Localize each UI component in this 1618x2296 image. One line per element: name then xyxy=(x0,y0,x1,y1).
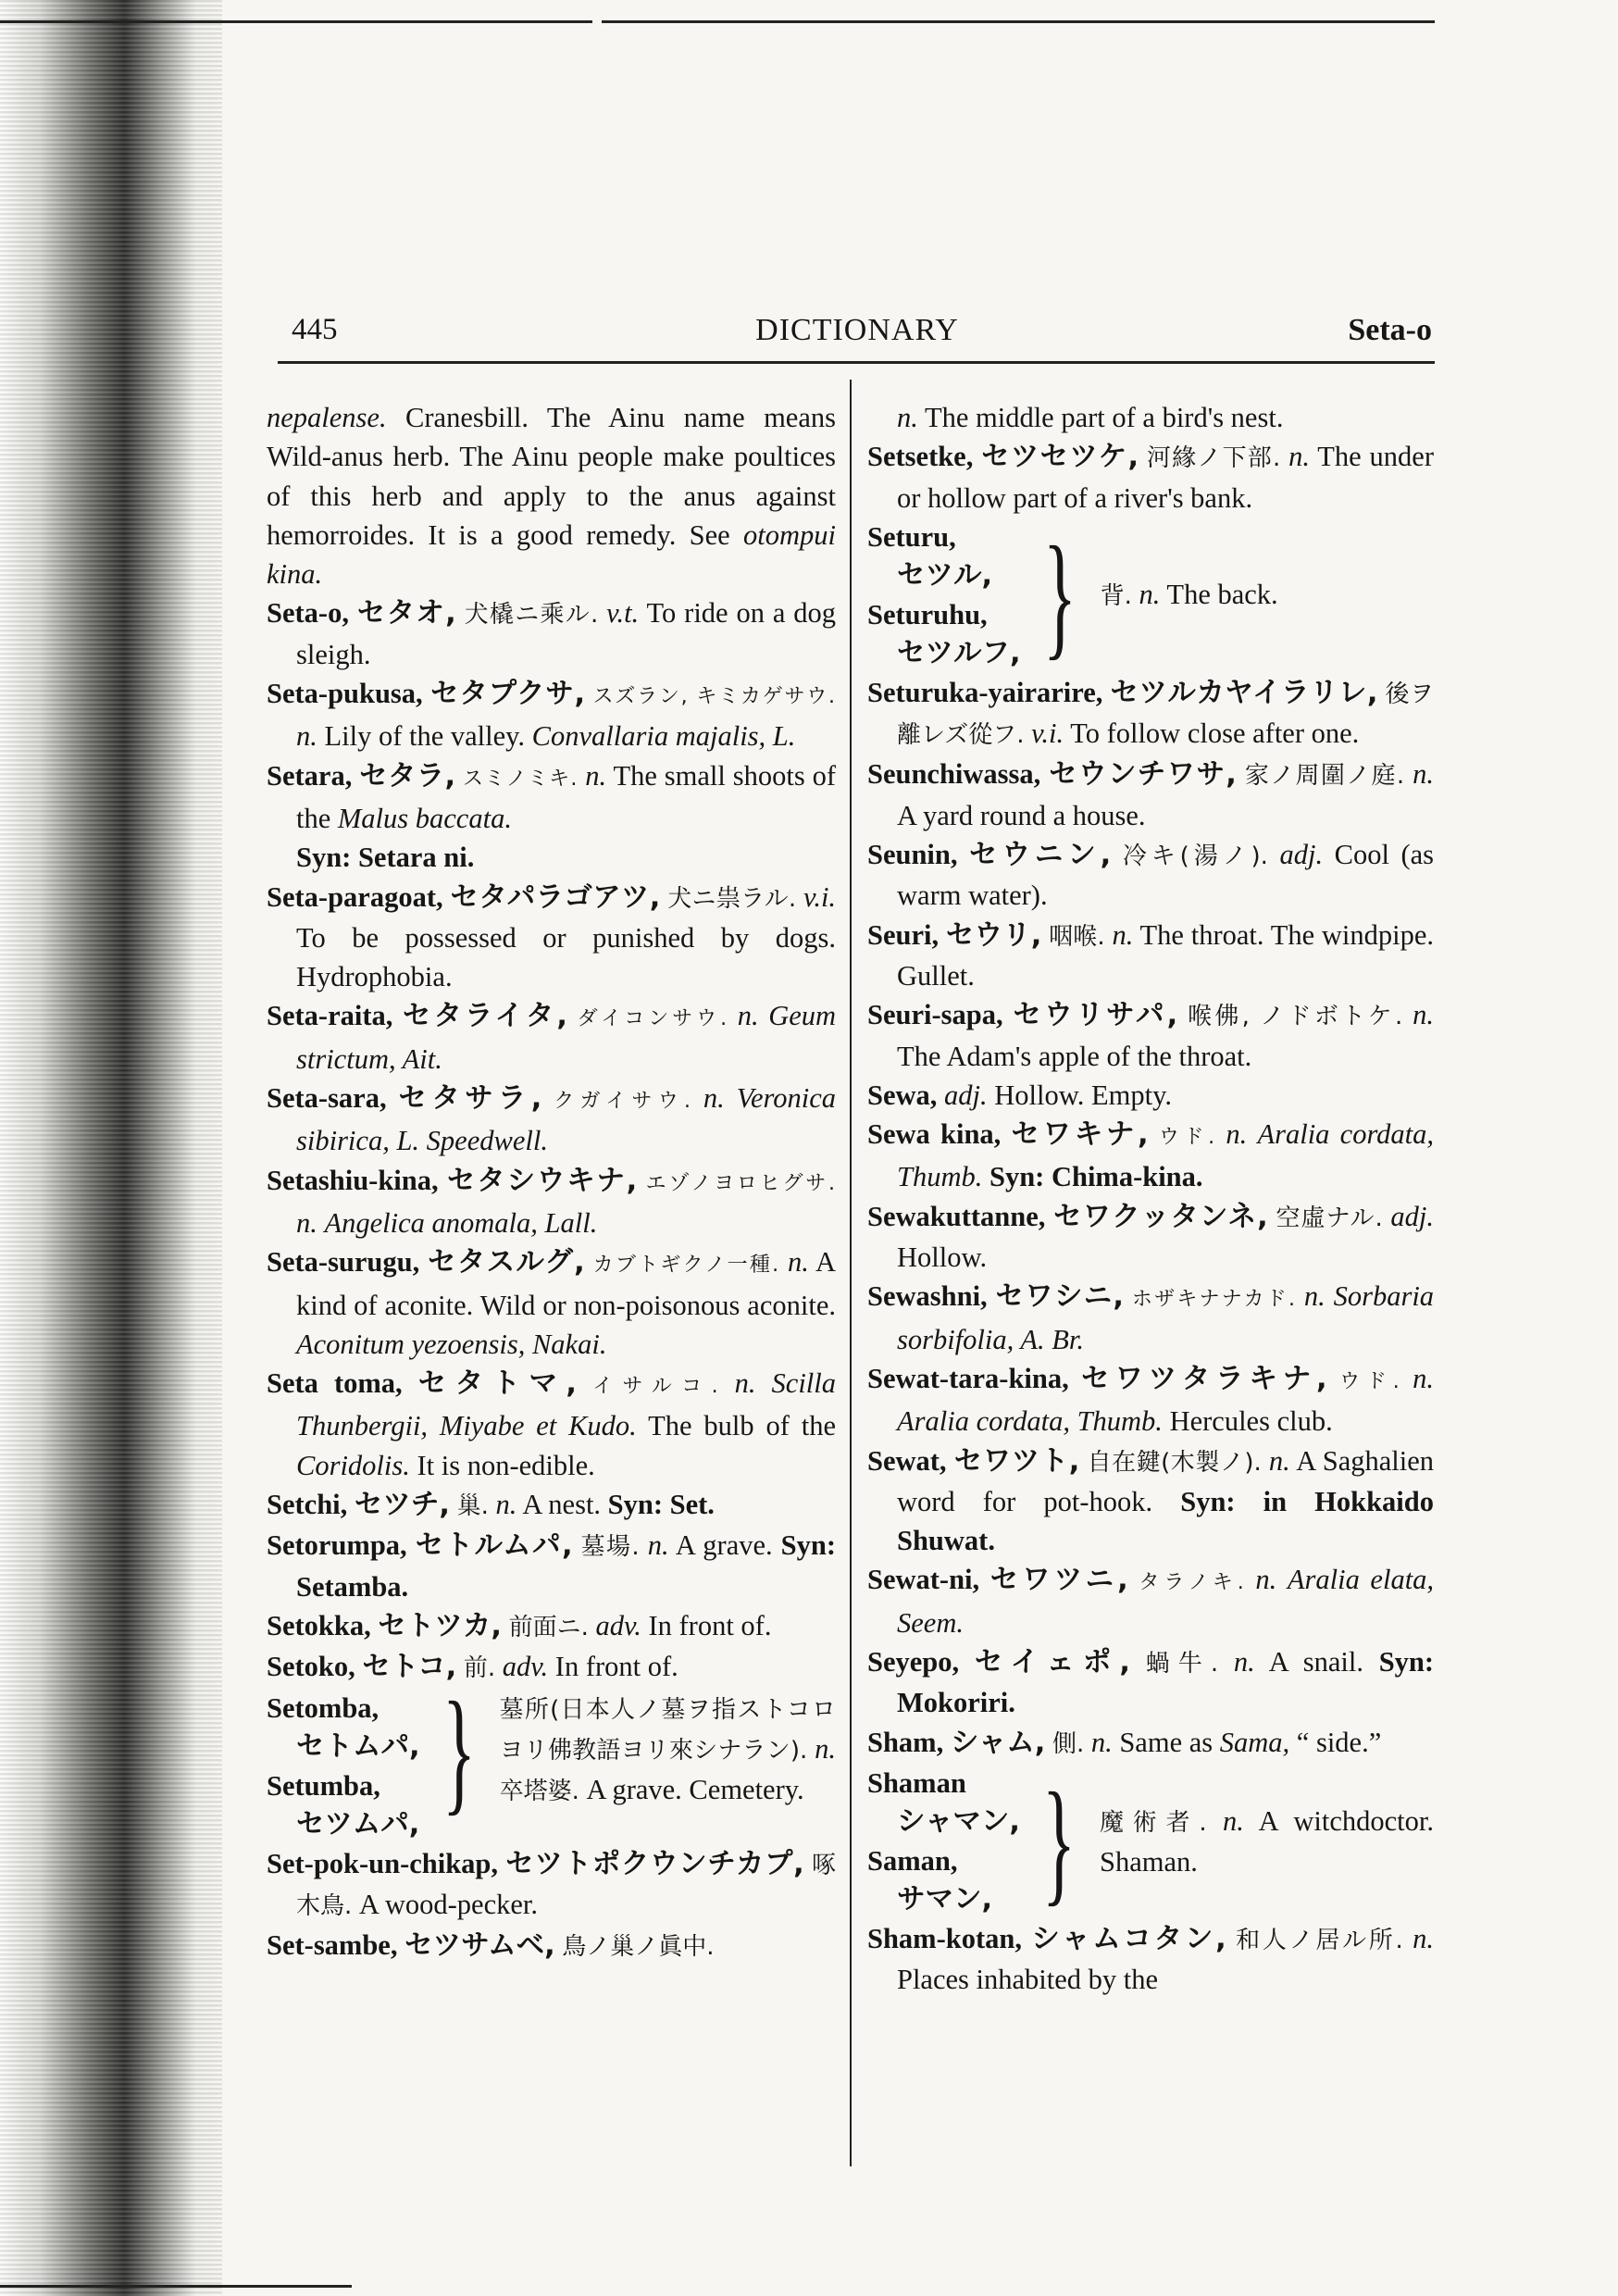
entry-setchi xyxy=(267,1485,836,1526)
scan-shadow xyxy=(0,0,222,2296)
part-of-speech: n. xyxy=(737,1000,759,1032)
headword: Setorumpa, xyxy=(267,1529,407,1562)
katakana: セウリサパ, xyxy=(1013,999,1178,1032)
right-column xyxy=(867,398,1434,2000)
headword: Seyepo, xyxy=(867,1646,960,1678)
part-of-speech: adj. xyxy=(1390,1200,1435,1232)
definition: The Adam's apple of the throat. xyxy=(897,1040,1252,1072)
entry-seta-pukusa xyxy=(267,674,836,756)
headword: Sewa kina, xyxy=(867,1118,1002,1151)
definition: The under or hollow part of a river's bank. xyxy=(897,441,1434,514)
headword: Sewat-tara-kina, xyxy=(867,1362,1069,1394)
synonym: Syn: Setara ni. xyxy=(296,842,475,874)
part-of-speech: adv. xyxy=(502,1651,549,1683)
entry-set-sambe xyxy=(267,1926,836,1966)
part-of-speech: n. xyxy=(1413,1362,1434,1394)
entry-sewat-ni xyxy=(867,1560,1434,1642)
headword: Setara, xyxy=(267,759,353,792)
katakana: セツサムベ, xyxy=(404,1929,555,1963)
top-rule xyxy=(0,20,592,23)
latin-name: Convallaria majalis, L. xyxy=(531,720,796,753)
entry-continuation xyxy=(267,398,836,593)
katakana: セトムパ, xyxy=(296,1729,420,1763)
entry-seturuka-yairarire xyxy=(867,673,1434,755)
entry-sewa-kina xyxy=(867,1115,1434,1197)
katakana: セタスルグ, xyxy=(428,1246,585,1279)
katakana: シャムコタン, xyxy=(1031,1922,1226,1955)
synonym: Syn: in Hokkaido Shuwat. xyxy=(897,1485,1434,1557)
headword: Seunchiwassa, xyxy=(867,758,1041,791)
headword: Sewat, xyxy=(867,1444,947,1477)
katakana: セウンチワサ, xyxy=(1049,758,1237,792)
definition: Hercules club. xyxy=(1162,1405,1333,1438)
definition: Hollow. Empty. xyxy=(987,1079,1173,1111)
headword: Sewat-ni, xyxy=(867,1564,980,1596)
headword: Seturu, xyxy=(867,520,956,553)
katakana: シャム, xyxy=(950,1726,1046,1759)
japanese-gloss: 冷キ(湯ノ). xyxy=(1122,842,1268,871)
japanese-gloss: 卒塔婆. xyxy=(499,1778,579,1806)
japanese-gloss: 啄木鳥. xyxy=(296,1851,837,1920)
definition: Cool (as warm water). xyxy=(897,839,1435,912)
definition-block xyxy=(1101,575,1434,616)
latin-name: Coridolis. xyxy=(296,1449,410,1481)
part-of-speech: adj. xyxy=(1279,839,1324,871)
japanese-gloss: クガイサウ. xyxy=(554,1090,691,1114)
page-number: 445 xyxy=(292,313,338,346)
part-of-speech: n. xyxy=(1112,918,1134,951)
japanese-gloss: 魔術者. xyxy=(1099,1808,1207,1837)
synonym: Syn: Setamba. xyxy=(296,1529,837,1603)
latin-name: Sama, xyxy=(1219,1726,1290,1758)
part-of-speech: n. xyxy=(703,1082,725,1115)
entry-seunin xyxy=(867,835,1434,916)
japanese-gloss: イサルコ. xyxy=(592,1375,719,1399)
definition: The small shoots of the xyxy=(296,759,837,834)
entry-sewashni xyxy=(867,1277,1434,1359)
katakana: セタライタ, xyxy=(402,1000,567,1033)
japanese-gloss: ホザキナナカド. xyxy=(1131,1288,1296,1312)
latin-name: nepalense. xyxy=(267,402,387,433)
headword: Sham-kotan, xyxy=(867,1922,1022,1954)
definition: A snail. xyxy=(1254,1646,1379,1678)
left-column xyxy=(267,398,836,1966)
japanese-gloss: 前面ニ. xyxy=(508,1613,589,1641)
part-of-speech: n. xyxy=(897,402,918,433)
katakana: セタプクサ, xyxy=(430,678,586,711)
running-title: DICTIONARY xyxy=(755,313,959,347)
part-of-speech: n. xyxy=(1226,1118,1248,1151)
part-of-speech: n. xyxy=(1413,758,1435,791)
definition: Places inhabited by the xyxy=(897,1964,1159,1996)
headword: Seta-o, xyxy=(267,597,349,630)
part-of-speech: adj. xyxy=(944,1079,988,1111)
japanese-gloss: スミノミキ. xyxy=(463,767,579,791)
katakana: セトツカ, xyxy=(378,1609,502,1642)
part-of-speech: n. xyxy=(647,1529,669,1562)
katakana: セタオ, xyxy=(356,597,456,630)
cross-reference: otompui kina. xyxy=(267,518,836,591)
definition-block xyxy=(1100,1802,1434,1882)
katakana: セタトマ, xyxy=(417,1367,577,1401)
latin-name: Malus baccata. xyxy=(337,802,512,834)
katakana: セツトポクウンチカプ, xyxy=(505,1847,804,1880)
japanese-gloss: 犬橇ニ乘ル. xyxy=(464,601,599,630)
entry-seta-surugu xyxy=(267,1242,836,1364)
latin-name: Sorbaria sorbifolia, A. Br. xyxy=(897,1280,1435,1355)
japanese-gloss: 自在鍵(木製ノ). xyxy=(1087,1448,1262,1477)
katakana: セトルムパ, xyxy=(415,1529,573,1563)
katakana: セタラ, xyxy=(359,759,456,792)
entry-sham-kotan xyxy=(867,1919,1434,2000)
running-head: Seta-o xyxy=(1348,313,1432,347)
katakana: セワキナ, xyxy=(1011,1118,1149,1152)
japanese-gloss: 背. xyxy=(1100,581,1132,610)
japanese-gloss: 巢. xyxy=(456,1492,489,1521)
part-of-speech: n. xyxy=(815,1732,836,1765)
japanese-gloss: 喉佛, ノドボトケ. xyxy=(1188,1003,1403,1031)
japanese-gloss: エゾノヨロヒグサ. xyxy=(645,1171,836,1195)
katakana: セツチ, xyxy=(354,1489,450,1522)
synonym: Syn: Mokoriri. xyxy=(897,1646,1435,1719)
definition: In front of. xyxy=(641,1609,772,1641)
top-rule xyxy=(602,20,1435,23)
definition-block xyxy=(500,1689,836,1812)
latin-name: Aralia cordata, Thumb. xyxy=(897,1118,1435,1193)
headword: Seta-paragoat, xyxy=(267,880,443,913)
japanese-gloss: 犬ニ祟ラル. xyxy=(667,884,797,913)
entry-seturu xyxy=(867,518,1434,673)
entry-sham xyxy=(867,1723,1434,1764)
headword: Sewa, xyxy=(867,1079,938,1111)
japanese-gloss: ダイコンサウ. xyxy=(577,1007,728,1031)
definition: Hollow. xyxy=(897,1242,988,1274)
definition: The throat. The windpipe. Gullet. xyxy=(897,918,1435,992)
part-of-speech: n. xyxy=(296,1206,317,1239)
katakana: セワツト, xyxy=(953,1444,1080,1478)
katakana: サマン, xyxy=(897,1882,993,1915)
headword: Setashiu-kina, xyxy=(267,1164,439,1196)
synonym: Syn: Set. xyxy=(607,1489,715,1521)
headword: Setoko, xyxy=(267,1651,355,1683)
headword: Seturuka-yairarire, xyxy=(867,676,1103,708)
katakana: セウニン, xyxy=(969,839,1112,872)
katakana: セツル, xyxy=(897,558,993,592)
katakana: セワツニ, xyxy=(989,1564,1128,1597)
definition: In front of. xyxy=(548,1651,678,1683)
katakana: セツルフ, xyxy=(897,636,1021,669)
headword: Shaman xyxy=(867,1766,966,1799)
definition: A yard round a house. xyxy=(897,799,1146,831)
headword-forms xyxy=(867,1764,1020,1919)
katakana: セタシウキナ, xyxy=(447,1164,638,1197)
headword-forms xyxy=(267,1689,420,1844)
katakana: セツセツケ, xyxy=(981,441,1139,474)
entry-setokka xyxy=(267,1606,836,1647)
header-rule xyxy=(278,361,1435,364)
definition: To be possessed or punished by dogs. Hydrophobia. xyxy=(296,921,836,993)
synonym: Syn: Chima-kina. xyxy=(989,1161,1203,1193)
part-of-speech: v.i. xyxy=(803,880,837,913)
entry-sewat-tara-kina xyxy=(867,1359,1434,1441)
katakana: セツルカヤイラリレ, xyxy=(1110,676,1378,709)
katakana: セワシニ, xyxy=(995,1280,1125,1314)
japanese-gloss: 和人ノ居ル所. xyxy=(1236,1926,1403,1954)
entry-sewakuttanne xyxy=(867,1197,1434,1278)
japanese-gloss: ウド. xyxy=(1339,1369,1400,1393)
japanese-gloss: 河緣ノ下部. xyxy=(1146,444,1281,473)
latin-name: Aralia cordata, Thumb. xyxy=(897,1405,1163,1438)
entry-setomba xyxy=(267,1673,836,1844)
part-of-speech: n. xyxy=(585,759,607,792)
headword: Seunin, xyxy=(867,839,958,871)
japanese-gloss: 後ヲ離レズ從フ. xyxy=(897,680,1434,750)
headword: Sewakuttanne, xyxy=(867,1200,1046,1232)
headword-forms xyxy=(867,518,1021,673)
japanese-gloss: 空虛ナル. xyxy=(1276,1204,1383,1232)
definition: A Saghalien word for pot-hook. xyxy=(897,1444,1435,1517)
latin-name: Veronica sibirica, L. Speedwell. xyxy=(296,1082,837,1157)
headword: Setomba, xyxy=(267,1691,380,1724)
japanese-gloss: 家ノ周圍ノ庭. xyxy=(1244,762,1405,791)
japanese-gloss: 墓所(日本人ノ墓ヲ指ストコロヨリ佛教語ヨリ來シナラン). xyxy=(499,1695,836,1765)
japanese-gloss: 前. xyxy=(463,1654,496,1683)
entry-seta-toma xyxy=(267,1364,836,1485)
part-of-speech: n. xyxy=(1223,1804,1244,1837)
japanese-gloss: タラノキ. xyxy=(1139,1571,1245,1595)
definition: A kind of aconite. Wild or non-poisonous aconite. xyxy=(296,1246,837,1321)
japanese-gloss: 墓場. xyxy=(580,1533,640,1562)
japanese-gloss: ウド. xyxy=(1158,1126,1216,1150)
part-of-speech: n. xyxy=(1139,578,1161,610)
headword: Seta-surugu, xyxy=(267,1246,420,1279)
headword: Seuri-sapa, xyxy=(867,999,1003,1031)
part-of-speech: n. xyxy=(1090,1726,1113,1758)
headword: Setumba, xyxy=(267,1769,380,1802)
entry-seuri xyxy=(867,916,1434,996)
definition: A grave. xyxy=(668,1529,781,1562)
latin-name: Angelica anomala, Lall. xyxy=(324,1206,598,1239)
japanese-gloss: 側. xyxy=(1052,1729,1085,1758)
headword: Seuri, xyxy=(867,918,940,951)
part-of-speech: v.t. xyxy=(606,597,640,630)
part-of-speech: n. xyxy=(1255,1564,1277,1596)
katakana: セトコ, xyxy=(362,1651,457,1684)
headword: Setsetke, xyxy=(867,441,974,473)
entry-shaman xyxy=(867,1764,1434,1919)
latin-name: Aralia elata, Seem. xyxy=(897,1564,1435,1639)
headword: Setokka, xyxy=(267,1609,371,1641)
entry-setara xyxy=(267,756,836,878)
headword: Sham, xyxy=(867,1726,944,1758)
definition: The bulb of the xyxy=(636,1410,836,1442)
latin-name: Geum strictum, Ait. xyxy=(296,1000,837,1075)
definition: A nest. xyxy=(517,1489,608,1521)
headword: Set-pok-un-chikap, xyxy=(267,1847,499,1879)
column-divider xyxy=(850,380,852,2166)
bottom-rule xyxy=(0,2285,352,2288)
katakana: セワクッタンネ, xyxy=(1053,1200,1268,1233)
entry-seta-sara xyxy=(267,1079,836,1161)
entry-seyepo xyxy=(867,1642,1434,1723)
entry-sewat xyxy=(867,1441,1434,1561)
japanese-gloss: スズラン, キミカゲサウ. xyxy=(592,685,837,709)
katakana: セタサラ, xyxy=(398,1082,542,1116)
part-of-speech: n. xyxy=(296,720,317,753)
definition: A wood-pecker. xyxy=(352,1888,539,1920)
entry-continuation xyxy=(867,398,1434,437)
definition: It is non-edible. xyxy=(409,1449,595,1481)
entry-seuri-sapa xyxy=(867,995,1434,1076)
entry-set-pok-un-chikap xyxy=(267,1844,836,1927)
entry-seta-paragoat xyxy=(267,878,836,997)
headword: Setchi, xyxy=(267,1489,348,1521)
definition: The middle part of a bird's nest. xyxy=(917,402,1284,433)
japanese-gloss: 鳥ノ巢ノ眞中. xyxy=(562,1933,715,1962)
entry-setsetke xyxy=(867,437,1434,518)
headword: Set-sambe, xyxy=(267,1929,398,1962)
definition: “ side.” xyxy=(1289,1726,1382,1758)
latin-name: Scilla Thunbergii, Miyabe et Kudo. xyxy=(296,1367,836,1442)
headword: Seturuhu, xyxy=(867,598,988,630)
part-of-speech: n. xyxy=(1233,1646,1255,1678)
part-of-speech: n. xyxy=(1268,1444,1290,1477)
headword: Sewashni, xyxy=(867,1280,988,1313)
katakana: セウリ, xyxy=(945,918,1042,952)
headword: Seta-pukusa, xyxy=(267,678,423,710)
definition: Lily of the valley. xyxy=(317,720,532,753)
brace: } xyxy=(1041,1764,1076,1918)
brace: } xyxy=(1042,518,1077,672)
part-of-speech: v.i. xyxy=(1031,718,1064,750)
headword: Seta toma, xyxy=(267,1367,403,1400)
entry-setashiu-kina xyxy=(267,1161,836,1243)
katakana: セワツタラキナ, xyxy=(1081,1362,1327,1395)
part-of-speech: adv. xyxy=(595,1609,641,1641)
latin-name: Aconitum yezoensis, Nakai. xyxy=(296,1328,607,1360)
definition: Same as xyxy=(1112,1726,1220,1758)
katakana: セタパラゴアツ, xyxy=(450,880,661,914)
entry-setorumpa xyxy=(267,1526,836,1606)
headword: Saman, xyxy=(867,1844,958,1877)
part-of-speech: n. xyxy=(1303,1280,1326,1313)
part-of-speech: n. xyxy=(1288,441,1310,473)
entry-seunchiwassa xyxy=(867,755,1434,835)
headword: Seta-raita, xyxy=(267,1000,393,1032)
part-of-speech: n. xyxy=(1413,999,1434,1031)
japanese-gloss: 咽喉. xyxy=(1049,922,1105,951)
brace: } xyxy=(442,1673,476,1828)
entry-setoko xyxy=(267,1647,836,1688)
part-of-speech: n. xyxy=(787,1246,809,1279)
definition: Cranesbill. The Ainu name means Wild-anus herb. The Ainu people make poultices of this herb and apply to the anus against hemorroides. It is a good remedy. See xyxy=(267,402,836,551)
katakana: シャマン, xyxy=(897,1804,1020,1838)
part-of-speech: n. xyxy=(1413,1922,1435,1954)
katakana: セイェポ, xyxy=(974,1646,1131,1679)
definition: To ride on a dog sleigh. xyxy=(296,597,837,670)
japanese-gloss: カブトギクノ一種. xyxy=(592,1254,780,1278)
entry-sewa xyxy=(867,1076,1434,1115)
entry-seta-o xyxy=(267,593,836,674)
japanese-gloss: 蝸牛. xyxy=(1145,1650,1219,1678)
definition: A witchdoctor. Shaman. xyxy=(1099,1804,1435,1878)
headword: Seta-sara, xyxy=(267,1082,387,1115)
definition: The back. xyxy=(1160,578,1278,610)
definition: To follow close after one. xyxy=(1064,718,1360,750)
page-header xyxy=(282,306,1432,354)
katakana: セツムパ, xyxy=(296,1807,420,1841)
part-of-speech: n. xyxy=(495,1489,517,1521)
definition: A grave. Cemetery. xyxy=(579,1774,804,1806)
entry-seta-raita xyxy=(267,996,836,1079)
part-of-speech: n. xyxy=(734,1367,756,1400)
